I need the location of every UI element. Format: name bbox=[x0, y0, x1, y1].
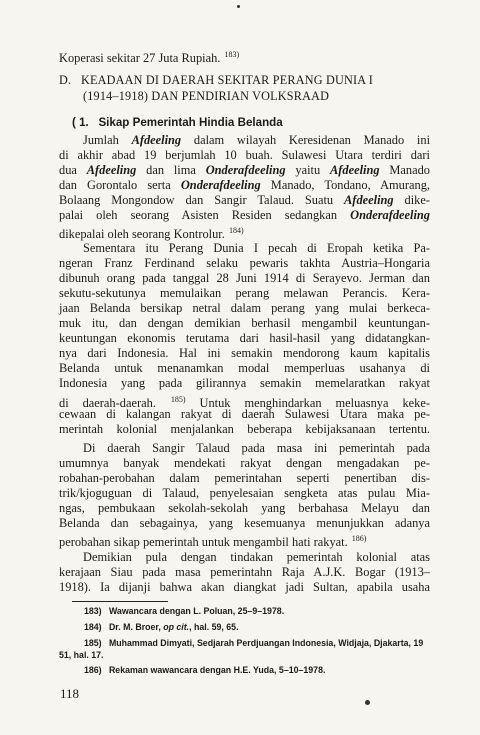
print-speck bbox=[237, 5, 240, 8]
section-heading: D. KEADAAN DI DAERAH SEKITAR PERANG DUNIA I bbox=[59, 73, 374, 87]
p3-line3: robahan-perobahan dalam pemerintahan seperti penertiban dis- bbox=[59, 471, 430, 485]
p2-line8: nya dari Indonesia. Hal ini semakin mendorong kaum kapitalis bbox=[59, 346, 430, 360]
footnote-ref-183: 183) bbox=[224, 50, 240, 59]
footnote-184: 184) Dr. M. Broer, op cit., hal. 59, 65. bbox=[84, 622, 239, 632]
p2-line9: Belanda untuk menanamkan modal memperluas usahanya di bbox=[59, 361, 430, 375]
p1-line6: palai oleh seorang Asisten Residen sedangkan Onderafdeeling bbox=[59, 208, 430, 222]
p2-line4: sekutu-sekutunya memulaikan perang melawan Perancis. Kera- bbox=[59, 286, 430, 300]
footnote-ref-186: 186) bbox=[351, 534, 367, 543]
p2-line11: di daerah-daerah. $^{185)}$ Untuk menghindarkan meluasnya keke- bbox=[59, 395, 430, 410]
p2-line5: jaan Belanda bersikap netral dalam perang yang mulai berkeca- bbox=[59, 301, 430, 315]
footnote-rule bbox=[72, 601, 168, 602]
footnote-185: 185) Muhammad Dimyati, Sedjarah Perdjuangan Indonesia, Widjaja, Djakarta, 19 bbox=[84, 638, 424, 648]
p3-line5: ngas, pembukaan sekolah-sekolah yang berbahasa Melayu dan bbox=[59, 501, 430, 515]
p4-line2: kerajaan Siau pada masa pemerintahn Raja A.J.K. Bogar (1913– bbox=[59, 565, 430, 579]
p2-line12: cewaan di kalangan rakyat di daerah Sulawesi Utara maka pe- bbox=[59, 407, 430, 421]
p2-line1: Sementara itu Perang Dunia I pecah di Eropah ketika Pa- bbox=[83, 241, 430, 255]
p4-line3: 1918). Ia dijanji bahwa akan diangkat jadi Sultan, apabila usaha bbox=[59, 580, 430, 594]
footnote-ref-184: 184) bbox=[228, 226, 244, 235]
p3-line6: Belanda dan sebagainya, yang kesemuanya menunjukkan adanya bbox=[59, 516, 430, 530]
p3-line1: Di daerah Sangir Talaud pada masa ini pemerintah pada bbox=[83, 441, 430, 455]
p1-line1: Jumlah Afdeeling dalam wilayah Keresidenan Manado ini bbox=[83, 133, 431, 147]
p3-line2: umumnya banyak mendekati rakyat dengan mengadakan pe- bbox=[59, 456, 430, 470]
subheading: ( 1. Sikap Pemerintah Hindia Belanda bbox=[72, 116, 283, 129]
p2-line3: dibunuh orang pada tanggal 28 Juni 1914 di Serayevo. Jerman dan bbox=[59, 271, 430, 285]
footnote-ref-185: 185) bbox=[170, 395, 186, 404]
p1-line7: dikepalai oleh seorang Kontrolur. $^{184)}$ bbox=[59, 226, 244, 241]
p2-line6: muk itu, dan dengan demikian berhasil mengambil keuntungan- bbox=[59, 316, 430, 330]
p2-line2: ngeran Franz Ferdinand selaku pewaris takhta Austria–Hongaria bbox=[59, 256, 430, 270]
print-speck bbox=[365, 700, 370, 705]
page-number: 118 bbox=[60, 686, 80, 701]
p1-line3: dua Afdeeling dan lima Onderafdeeling yaitu Afdeeling Manado bbox=[59, 163, 430, 177]
footnote-183: 183) Wawancara dengan L. Poluan, 25–9–1978. bbox=[84, 606, 285, 616]
footnote-186: 186) Rekaman wawancara dengan H.E. Yuda, 5–10–1978. bbox=[84, 665, 326, 675]
p2-line7: keuntungan ekonomis terutama dari hasil-hasil yang didatangkan- bbox=[59, 331, 430, 345]
section-heading-line2: (1914–1918) DAN PENDIRIAN VOLKSRAAD bbox=[83, 89, 330, 103]
p4-line1: Demikian pula dengan tindakan pemerintah kolonial atas bbox=[83, 550, 430, 564]
top-line: Koperasi sekitar 27 Juta Rupiah. $^{183)}$ bbox=[59, 50, 240, 65]
p1-line4: dan Gorontalo serta Onderafdeeling Manado, Tondano, Amurang, bbox=[59, 178, 430, 192]
p2-line13: merintah kolonial menjalankan beberapa kebijaksanaan tertentu. bbox=[59, 422, 430, 436]
p1-line2: di akhir abad 19 berjumlah 10 buah. Sulawesi Utara terdiri dari bbox=[59, 148, 430, 162]
p2-line10: Indonesia yang pada gilirannya semakin memelaratkan rakyat bbox=[59, 376, 430, 390]
p3-line7: perobahan sikap pemerintah untuk mengambil hati rakyat. $^{186)}$ bbox=[59, 534, 367, 549]
p3-line4: trik/kjoguguan di Talaud, penyelesaian sengketa atas pulau Mia- bbox=[59, 486, 430, 500]
p1-line5: Bolaang Mongondow dan Sangir Talaud. Suatu Afdeeling dike- bbox=[59, 193, 430, 207]
footnote-185-cont: 51, hal. 17. bbox=[59, 650, 104, 660]
